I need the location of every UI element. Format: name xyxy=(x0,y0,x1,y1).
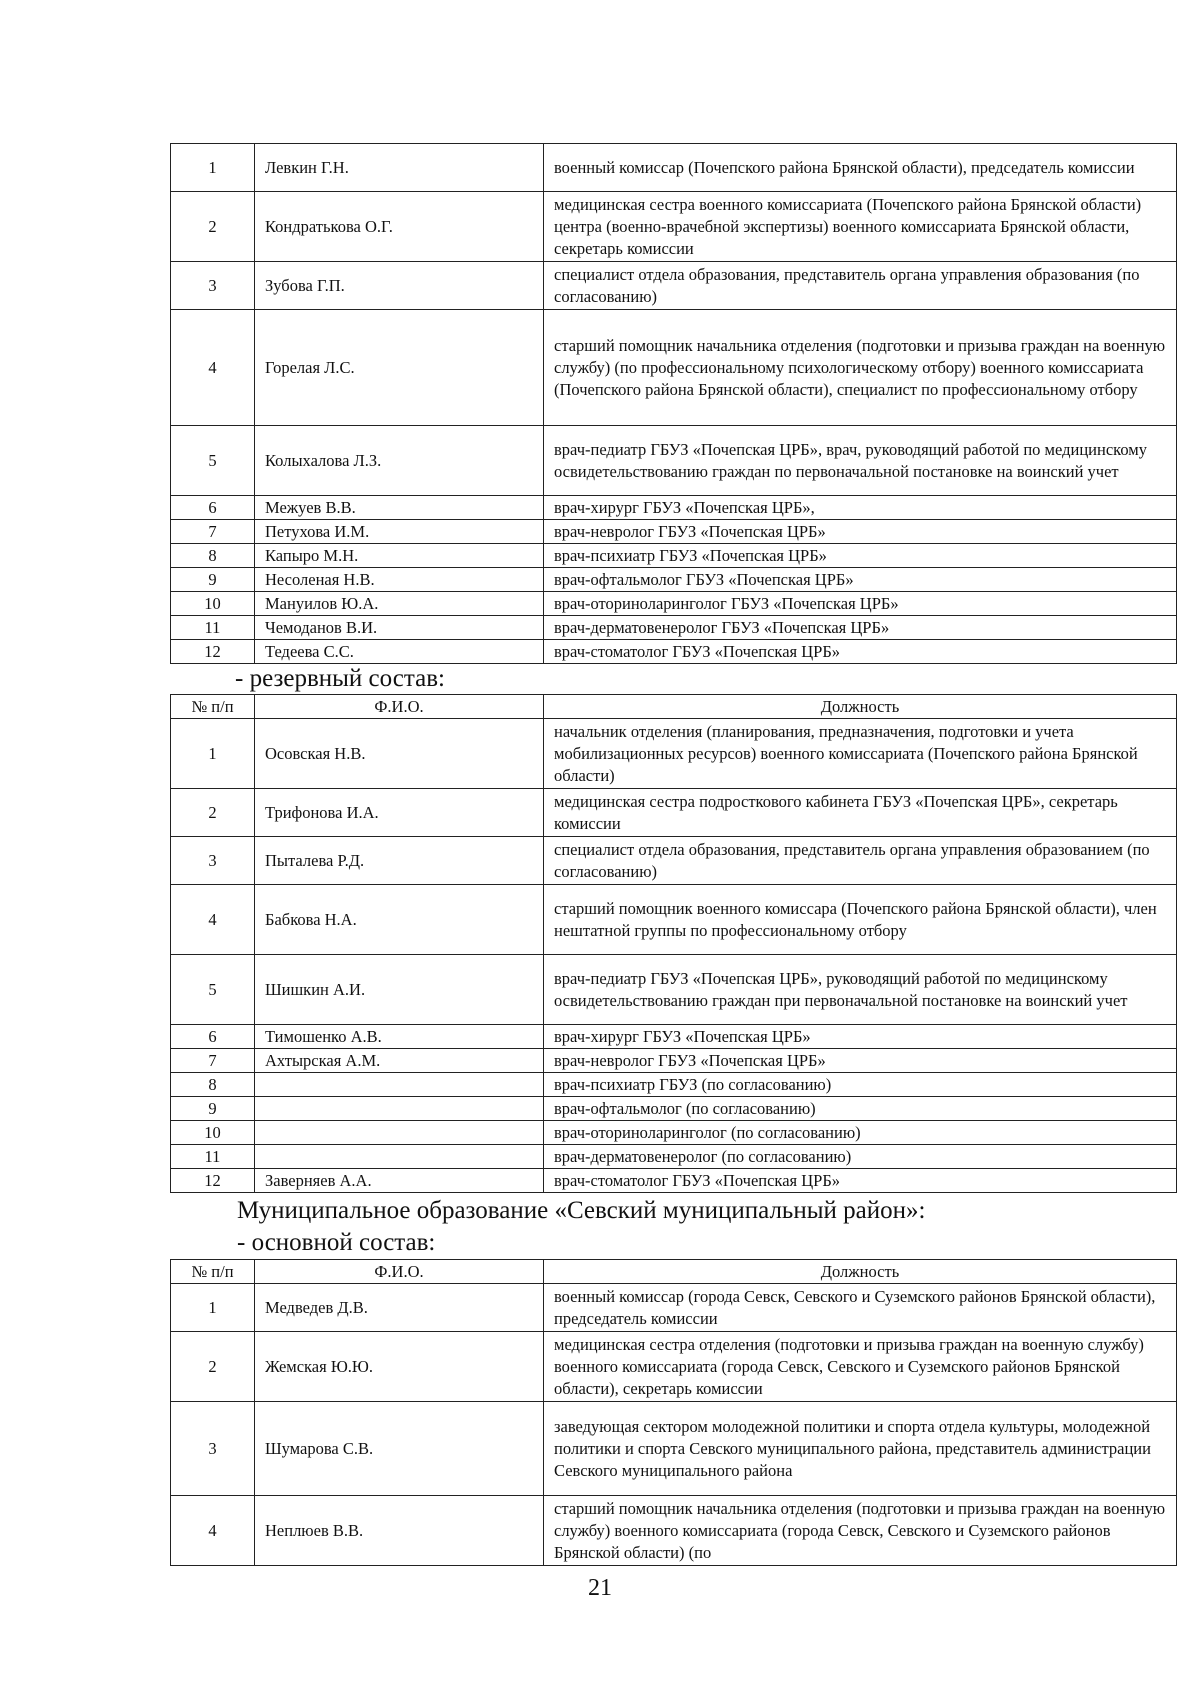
table-row xyxy=(171,1049,1177,1073)
row-name: Капыро М.Н. xyxy=(255,544,544,568)
row-number: 7 xyxy=(171,1049,255,1073)
row-position: врач-хирург ГБУЗ «Почепская ЦРБ» xyxy=(544,1025,1177,1049)
table-sevsk-main xyxy=(170,1259,1177,1566)
row-name: Чемоданов В.И. xyxy=(255,616,544,640)
row-number: 8 xyxy=(171,544,255,568)
table-row xyxy=(171,520,1177,544)
row-position: врач-стоматолог ГБУЗ «Почепская ЦРБ» xyxy=(544,1169,1177,1193)
row-position: начальник отделения (планирования, предназначения, подготовки и учета мобилизационных ресурсов) военного комиссариата (Почепского района Брянской области) xyxy=(544,719,1177,789)
table-row xyxy=(171,310,1177,426)
row-number: 8 xyxy=(171,1073,255,1097)
row-position: медицинская сестра подросткового кабинета ГБУЗ «Почепская ЦРБ», секретарь комиссии xyxy=(544,789,1177,837)
table-row xyxy=(171,496,1177,520)
row-number: 4 xyxy=(171,885,255,955)
row-number: 6 xyxy=(171,1025,255,1049)
row-position: специалист отдела образования, представитель органа управления образованием (по согласованию) xyxy=(544,837,1177,885)
table-row xyxy=(171,1073,1177,1097)
row-name: Мануилов Ю.А. xyxy=(255,592,544,616)
row-number: 2 xyxy=(171,192,255,262)
row-name xyxy=(255,1121,544,1145)
row-position: врач-педиатр ГБУЗ «Почепская ЦРБ», руководящий работой по медицинскому освидетельствованию граждан при первоначальной постановке на воинский учет xyxy=(544,955,1177,1025)
header-number: № п/п xyxy=(171,1260,255,1284)
reserve-heading: - резервный состав: xyxy=(235,665,445,692)
table-header-row xyxy=(171,695,1177,719)
row-name: Жемская Ю.Ю. xyxy=(255,1332,544,1402)
table-row xyxy=(171,1284,1177,1332)
row-number: 11 xyxy=(171,616,255,640)
row-number: 5 xyxy=(171,426,255,496)
row-name: Горелая Л.С. xyxy=(255,310,544,426)
page-number: 21 xyxy=(588,1575,612,1601)
row-number: 6 xyxy=(171,496,255,520)
table-row xyxy=(171,640,1177,664)
row-position: врач-дерматовенеролог ГБУЗ «Почепская ЦРБ» xyxy=(544,616,1177,640)
row-position: врач-психиатр ГБУЗ (по согласованию) xyxy=(544,1073,1177,1097)
row-number: 2 xyxy=(171,789,255,837)
row-number: 10 xyxy=(171,592,255,616)
row-position: врач-хирург ГБУЗ «Почепская ЦРБ», xyxy=(544,496,1177,520)
table-row xyxy=(171,1402,1177,1496)
row-name xyxy=(255,1073,544,1097)
table-row xyxy=(171,568,1177,592)
row-number: 4 xyxy=(171,310,255,426)
row-position: заведующая сектором молодежной политики и спорта отдела культуры, молодежной политики и спорта Севского муниципального района, представитель администрации Севского муниципального района xyxy=(544,1402,1177,1496)
row-name: Трифонова И.А. xyxy=(255,789,544,837)
row-number: 9 xyxy=(171,1097,255,1121)
row-position: врач-офтальмолог (по согласованию) xyxy=(544,1097,1177,1121)
row-name: Зубова Г.П. xyxy=(255,262,544,310)
table-row xyxy=(171,1097,1177,1121)
table-header-row xyxy=(171,1260,1177,1284)
row-name: Неплюев В.В. xyxy=(255,1496,544,1566)
row-name: Пыталева Р.Д. xyxy=(255,837,544,885)
row-position: военный комиссар (Почепского района Брянской области), председатель комиссии xyxy=(544,144,1177,192)
table-row xyxy=(171,426,1177,496)
row-name: Петухова И.М. xyxy=(255,520,544,544)
row-position: медицинская сестра отделения (подготовки и призыва граждан на военную службу) военного комиссариата (города Севск, Севского и Суземского районов Брянской области), секретарь комиссии xyxy=(544,1332,1177,1402)
table-row xyxy=(171,592,1177,616)
table-row xyxy=(171,885,1177,955)
row-number: 11 xyxy=(171,1145,255,1169)
table-row xyxy=(171,955,1177,1025)
row-number: 1 xyxy=(171,1284,255,1332)
row-position: военный комиссар (города Севск, Севского и Суземского районов Брянской области), председатель комиссии xyxy=(544,1284,1177,1332)
row-number: 5 xyxy=(171,955,255,1025)
table-row xyxy=(171,1121,1177,1145)
row-name: Заверняев А.А. xyxy=(255,1169,544,1193)
row-name xyxy=(255,1097,544,1121)
table-row xyxy=(171,1496,1177,1566)
row-name: Несоленая Н.В. xyxy=(255,568,544,592)
row-position: врач-оториноларинголог ГБУЗ «Почепская ЦРБ» xyxy=(544,592,1177,616)
header-number: № п/п xyxy=(171,695,255,719)
header-position: Должность xyxy=(544,1260,1177,1284)
row-name: Тедеева С.С. xyxy=(255,640,544,664)
row-position: врач-дерматовенеролог (по согласованию) xyxy=(544,1145,1177,1169)
row-position: врач-офтальмолог ГБУЗ «Почепская ЦРБ» xyxy=(544,568,1177,592)
table-row xyxy=(171,544,1177,568)
table-row xyxy=(171,837,1177,885)
row-position: специалист отдела образования, представитель органа управления образования (по согласованию) xyxy=(544,262,1177,310)
municipality-heading: Муниципальное образование «Севский муниципальный район»: xyxy=(237,1197,926,1224)
row-number: 12 xyxy=(171,640,255,664)
row-name: Осовская Н.В. xyxy=(255,719,544,789)
row-position: врач-стоматолог ГБУЗ «Почепская ЦРБ» xyxy=(544,640,1177,664)
row-name: Бабкова Н.А. xyxy=(255,885,544,955)
row-number: 1 xyxy=(171,719,255,789)
row-name: Шишкин А.И. xyxy=(255,955,544,1025)
row-position: врач-психиатр ГБУЗ «Почепская ЦРБ» xyxy=(544,544,1177,568)
row-name: Колыхалова Л.З. xyxy=(255,426,544,496)
table-row xyxy=(171,1169,1177,1193)
row-position: врач-педиатр ГБУЗ «Почепская ЦРБ», врач, руководящий работой по медицинскому освидетельствованию граждан по первоначальной постановке на воинский учет xyxy=(544,426,1177,496)
row-number: 3 xyxy=(171,837,255,885)
row-position: старший помощник начальника отделения (подготовки и призыва граждан на военную службу) военного комиссариата (города Севск, Севского и Суземского районов Брянской области) (по xyxy=(544,1496,1177,1566)
table-pochep-main xyxy=(170,143,1177,664)
row-number: 2 xyxy=(171,1332,255,1402)
row-name: Ахтырская А.М. xyxy=(255,1049,544,1073)
row-name: Левкин Г.Н. xyxy=(255,144,544,192)
row-number: 10 xyxy=(171,1121,255,1145)
table-row xyxy=(171,616,1177,640)
row-name xyxy=(255,1145,544,1169)
table-row xyxy=(171,789,1177,837)
row-number: 1 xyxy=(171,144,255,192)
table-row xyxy=(171,719,1177,789)
row-position: старший помощник начальника отделения (подготовки и призыва граждан на военную службу) (по профессиональному психологическому отбору) военного комиссариата (Почепского района Брянской области), специалист по профессиональному отбору xyxy=(544,310,1177,426)
header-name: Ф.И.О. xyxy=(255,695,544,719)
row-position: врач-невролог ГБУЗ «Почепская ЦРБ» xyxy=(544,520,1177,544)
row-name: Кондратькова О.Г. xyxy=(255,192,544,262)
table-row xyxy=(171,262,1177,310)
table-row xyxy=(171,1332,1177,1402)
row-number: 7 xyxy=(171,520,255,544)
row-position: врач-оториноларинголог (по согласованию) xyxy=(544,1121,1177,1145)
row-number: 3 xyxy=(171,1402,255,1496)
row-name: Тимошенко А.В. xyxy=(255,1025,544,1049)
row-number: 12 xyxy=(171,1169,255,1193)
table-row xyxy=(171,1145,1177,1169)
row-number: 4 xyxy=(171,1496,255,1566)
header-name: Ф.И.О. xyxy=(255,1260,544,1284)
header-position: Должность xyxy=(544,695,1177,719)
table-pochep-reserve xyxy=(170,694,1177,1193)
row-position: врач-невролог ГБУЗ «Почепская ЦРБ» xyxy=(544,1049,1177,1073)
table-row xyxy=(171,1025,1177,1049)
row-name: Шумарова С.В. xyxy=(255,1402,544,1496)
table-row xyxy=(171,144,1177,192)
row-position: медицинская сестра военного комиссариата (Почепского района Брянской области) центра (военно-врачебной экспертизы) военного комиссариата Брянской области, секретарь комиссии xyxy=(544,192,1177,262)
row-name: Межуев В.В. xyxy=(255,496,544,520)
main-composition-heading: - основной состав: xyxy=(237,1229,436,1256)
row-number: 3 xyxy=(171,262,255,310)
row-name: Медведев Д.В. xyxy=(255,1284,544,1332)
table-row xyxy=(171,192,1177,262)
row-position: старший помощник военного комиссара (Почепского района Брянской области), член нештатной группы по профессиональному отбору xyxy=(544,885,1177,955)
row-number: 9 xyxy=(171,568,255,592)
